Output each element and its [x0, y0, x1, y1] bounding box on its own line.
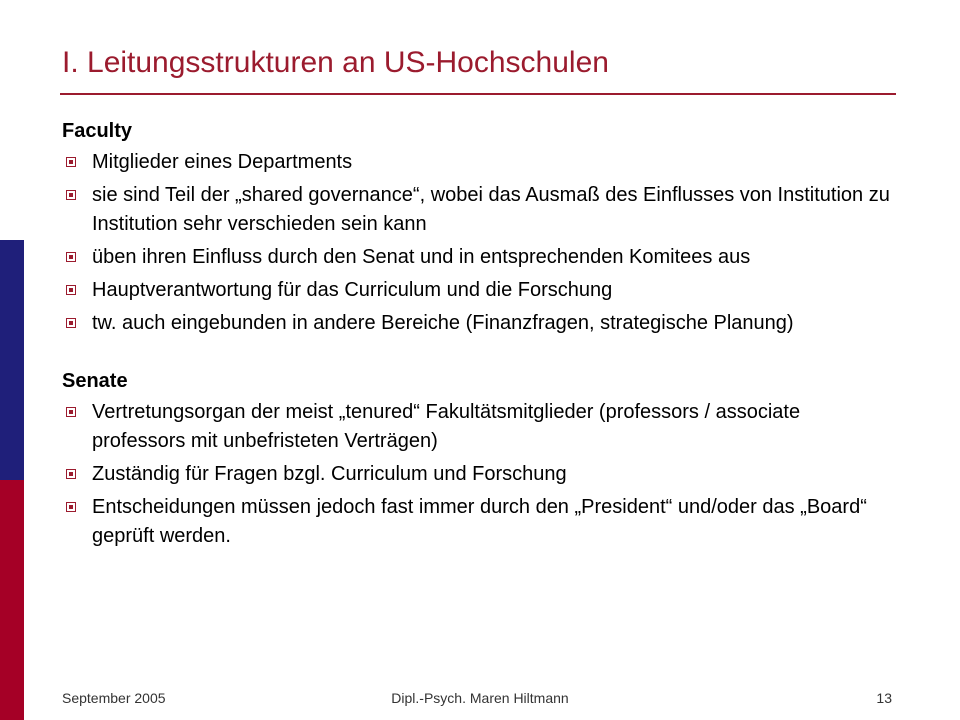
faculty-item: [62, 309, 898, 338]
faculty-item-text: üben ihren Einfluss durch den Senat und in entsprechenden Komitees aus: [92, 246, 751, 268]
slide-title: I. Leitungsstrukturen an US-Hochschulen: [62, 46, 609, 79]
senate-item: [62, 398, 898, 456]
title-underline: [60, 93, 896, 95]
faculty-item: [62, 276, 898, 305]
slide-content: [62, 118, 898, 551]
faculty-item-text: tw. auch eingebunden in andere Bereiche (Finanzfragen, strategische Planung): [92, 312, 794, 334]
faculty-heading: Faculty: [62, 120, 133, 142]
faculty-item: [62, 148, 898, 177]
square-bullet-icon: [66, 318, 76, 328]
senate-heading: Senate: [62, 370, 128, 392]
section-spacer: [62, 338, 898, 368]
senate-item-text: Zuständig für Fragen bzgl. Curriculum und Forschung: [92, 463, 567, 485]
footer-page-number: 13: [876, 690, 892, 706]
senate-item: [62, 460, 898, 489]
faculty-item: [62, 243, 898, 272]
square-bullet-icon: [66, 407, 76, 417]
left-stripe-red: [0, 480, 24, 720]
square-bullet-icon: [66, 469, 76, 479]
faculty-item-text: Mitglieder eines Departments: [92, 151, 353, 173]
footer-author: Dipl.-Psych. Maren Hiltmann: [391, 690, 569, 706]
square-bullet-icon: [66, 252, 76, 262]
square-bullet-icon: [66, 190, 76, 200]
faculty-item-text: Hauptverantwortung für das Curriculum und die Forschung: [92, 279, 613, 301]
left-stripe-blue: [0, 240, 24, 480]
faculty-item: [62, 181, 898, 239]
square-bullet-icon: [66, 502, 76, 512]
footer-date: September 2005: [62, 690, 166, 706]
senate-item: [62, 493, 898, 551]
left-stripe-white: [0, 0, 24, 240]
senate-item-text: Vertretungsorgan der meist „tenured“ Fakultätsmitglieder (professors / associate professors mit unbefristeten Verträgen): [92, 401, 801, 452]
square-bullet-icon: [66, 157, 76, 167]
faculty-item-text: sie sind Teil der „shared governance“, wobei das Ausmaß des Einflusses von Institution zu Institution sehr verschieden sein kann: [92, 184, 890, 235]
square-bullet-icon: [66, 285, 76, 295]
senate-item-text: Entscheidungen müssen jedoch fast immer durch den „President“ und/oder das „Board“ geprüft werden.: [92, 496, 867, 547]
